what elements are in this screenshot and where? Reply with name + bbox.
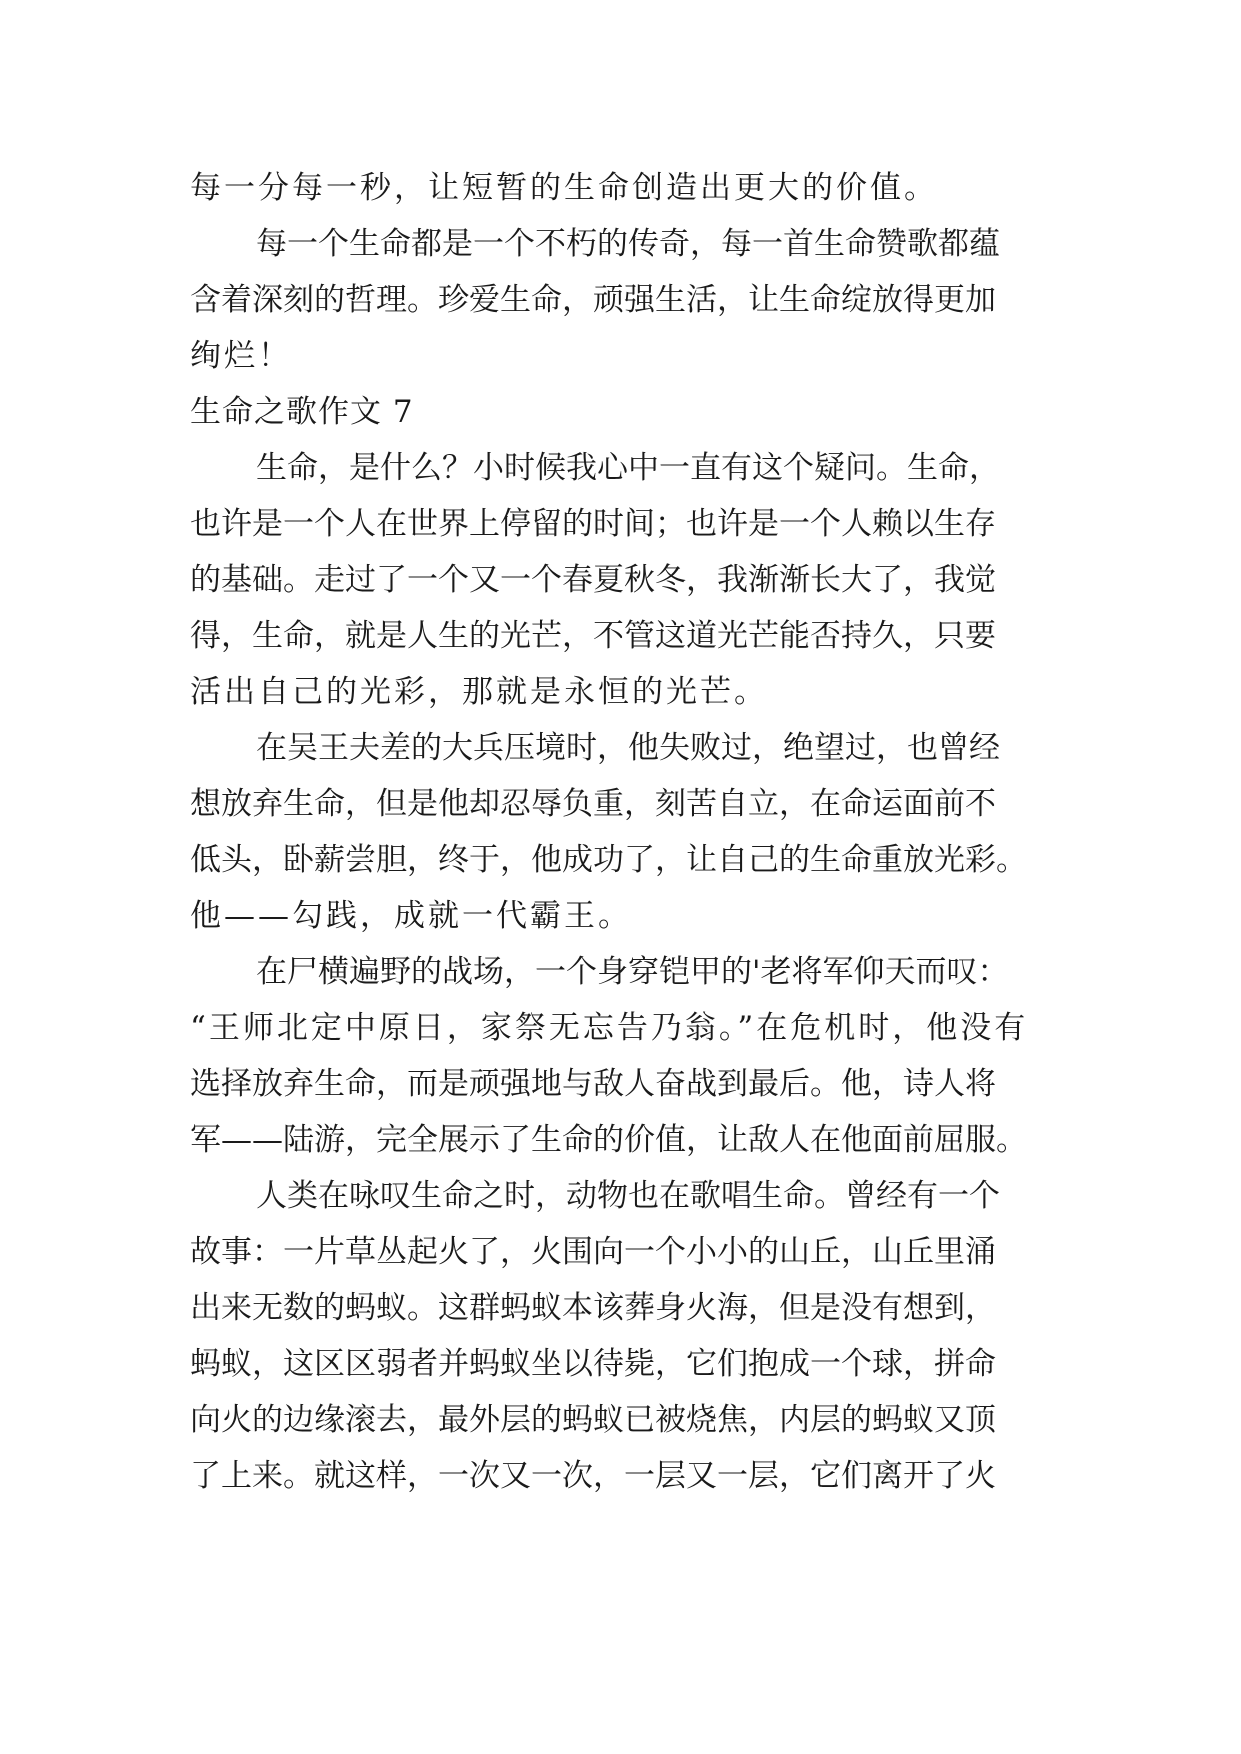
text-line: 军——陆游，完全展示了生命的价值，让敌人在他面前屈服。: [190, 1122, 1027, 1158]
text-line: 生命，是什么？小时候我心中一直有这个疑问。生命，: [256, 450, 1000, 486]
text-line: 了上来。就这样，一次又一次，一层又一层，它们离开了火: [190, 1458, 996, 1494]
document-body: [190, 160, 1060, 1504]
text-line: 故事：一片草丛起火了，火围向一个小小的山丘，山丘里涌: [190, 1234, 996, 1270]
text-line: 人类在咏叹生命之时，动物也在歌唱生命。曾经有一个: [256, 1178, 1000, 1214]
text-line: 他——勾践，成就一代霸王。: [190, 898, 632, 934]
text-line: 选择放弃生命，而是顽强地与敌人奋战到最后。他，诗人将: [190, 1066, 996, 1102]
text-line: 每一分每一秒，让短暂的生命创造出更大的价值。: [190, 170, 938, 206]
text-line: “王师北定中原日，家祭无忘告乃翁。”在危机时，他没有: [190, 1010, 1029, 1046]
text-line: 向火的边缘滚去，最外层的蚂蚁已被烧焦，内层的蚂蚁又顶: [190, 1402, 996, 1438]
text-line: 绚烂！: [190, 338, 292, 374]
text-line: 含着深刻的哲理。珍爱生命，顽强生活，让生命绽放得更加: [190, 282, 996, 318]
text-line: 想放弃生命，但是他却忍辱负重，刻苦自立，在命运面前不: [190, 786, 996, 822]
text-line: 蚂蚁，这区区弱者并蚂蚁坐以待毙，它们抱成一个球，拼命: [190, 1346, 996, 1382]
text-line: 在尸横遍野的战场，一个身穿铠甲的'老将军仰天而叹：: [256, 954, 1009, 990]
text-line: 在吴王夫差的大兵压境时，他失败过，绝望过，也曾经: [256, 730, 1000, 766]
text-line: 得，生命，就是人生的光芒，不管这道光芒能否持久，只要: [190, 618, 996, 654]
text-line: 也许是一个人在世界上停留的时间；也许是一个人赖以生存: [190, 506, 996, 542]
section-heading: 生命之歌作文 7: [190, 394, 414, 430]
text-line: 的基础。走过了一个又一个春夏秋冬，我渐渐长大了，我觉: [190, 562, 996, 598]
text-line: 每一个生命都是一个不朽的传奇，每一首生命赞歌都蕴: [256, 226, 1000, 262]
text-line: 低头，卧薪尝胆，终于，他成功了，让自己的生命重放光彩。: [190, 842, 1027, 878]
text-line: 出来无数的蚂蚁。这群蚂蚁本该葬身火海，但是没有想到，: [190, 1290, 996, 1326]
text-line: 活出自己的光彩，那就是永恒的光芒。: [190, 674, 768, 710]
